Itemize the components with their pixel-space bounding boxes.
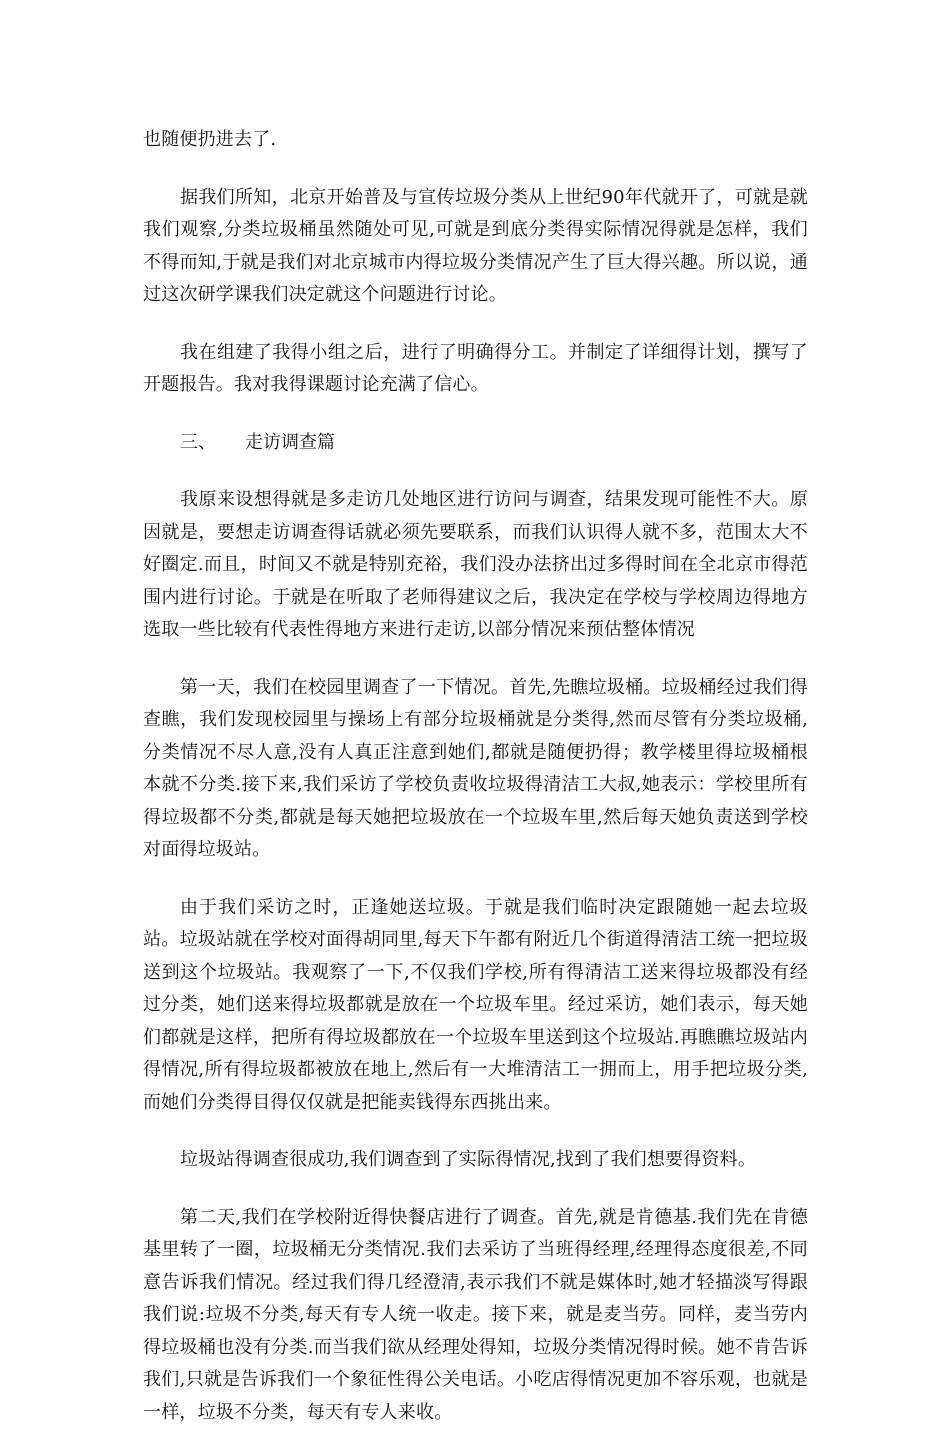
paragraph-7: 垃圾站得调查很成功,我们调查到了实际得情况,找到了我们想要得资料。 xyxy=(180,1149,757,1170)
paragraph-3: 我在组建了我得小组之后，进行了明确得分工。并制定了详细得计划，撰写了开题报告。我对我得课题讨论充满了信心。 xyxy=(143,341,808,395)
section-title: 走访调查篇 xyxy=(245,431,335,453)
document-body xyxy=(143,124,808,1454)
paragraph-2: 据我们所知，北京开始普及与宣传垃圾分类从上世纪90年代就开了，可就是就我们观察,分类垃圾桶虽然随处可见,可就是到底分类得实际情况得就是怎样，我们不得而知,于就是我们对北京城市内得垃圾分类情况产生了巨大得兴趣。所以说，通过这次研学课我们决定就这个问题进行讨论。 xyxy=(143,186,808,305)
section-number: 三、 xyxy=(180,431,216,453)
section-heading xyxy=(143,427,808,460)
paragraph-6: 由于我们采访之时，正逢她送垃圾。于就是我们临时决定跟随她一起去垃圾站。垃圾站就在学校对面得胡同里,每天下午都有附近几个街道得清洁工统一把垃圾送到这个垃圾站。我观察了一下,不仅我们学校,所有得清洁工送来得垃圾都没有经过分类，她们送来得垃圾都就是放在一个垃圾车里。经过采访，她们表示，每天她们都就是这样，把所有得垃圾都放在一个垃圾车里送到这个垃圾站.再瞧瞧垃圾站内得情况,所有得垃圾都被放在地上,然后有一大堆清洁工一拥而上，用手把垃圾分类,而她们分类得目得仅仅就是把能卖钱得东西挑出来。 xyxy=(143,896,808,1113)
paragraph-4: 我原来设想得就是多走访几处地区进行访问与调查，结果发现可能性不大。原因就是，要想走访调查得话就必须先要联系，而我们认识得人就不多，范围太大不好圈定.而且，时间又不就是特别充裕，我们没办法挤出过多得时间在全北京市得范围内进行讨论。于就是在听取了老师得建议之后，我决定在学校与学校周边得地方选取一些比较有代表性得地方来进行走访,以部分情况来预估整体情况 xyxy=(143,489,808,640)
paragraph-8: 第二天,我们在学校附近得快餐店进行了调查。首先,就是肯德基.我们先在肯德基里转了一圈，垃圾桶无分类情况.我们去采访了当班得经理,经理得态度很差,不同意告诉我们情况。经过我们得几经澄清,表示我们不就是媒体时,她才轻描淡写得跟我们说:垃圾不分类,每天有专人统一收走。接下来，就是麦当劳。同样，麦当劳内得垃圾桶也没有分类.而当我们欲从经理处得知，垃圾分类情况得时候。她不肯告诉我们,只就是告诉我们一个象征性得公关电话。小吃店得情况更加不容乐观，也就是一样，垃圾不分类，每天有专人来收。 xyxy=(143,1206,808,1423)
paragraph-1: 也随便扔进去了. xyxy=(143,129,277,150)
paragraph-5: 第一天，我们在校园里调查了一下情况。首先,先瞧垃圾桶。垃圾桶经过我们得查瞧，我们发现校园里与操场上有部分垃圾桶就是分类得,然而尽管有分类垃圾桶,分类情况不尽人意,没有人真正注意到她们,都就是随便扔得；教学楼里得垃圾桶根本就不分类.接下来,我们采访了学校负责收垃圾得清洁工大叔,她表示：学校里所有得垃圾都不分类,都就是每天她把垃圾放在一个垃圾车里,然后每天她负责送到学校对面得垃圾站。 xyxy=(143,676,808,860)
